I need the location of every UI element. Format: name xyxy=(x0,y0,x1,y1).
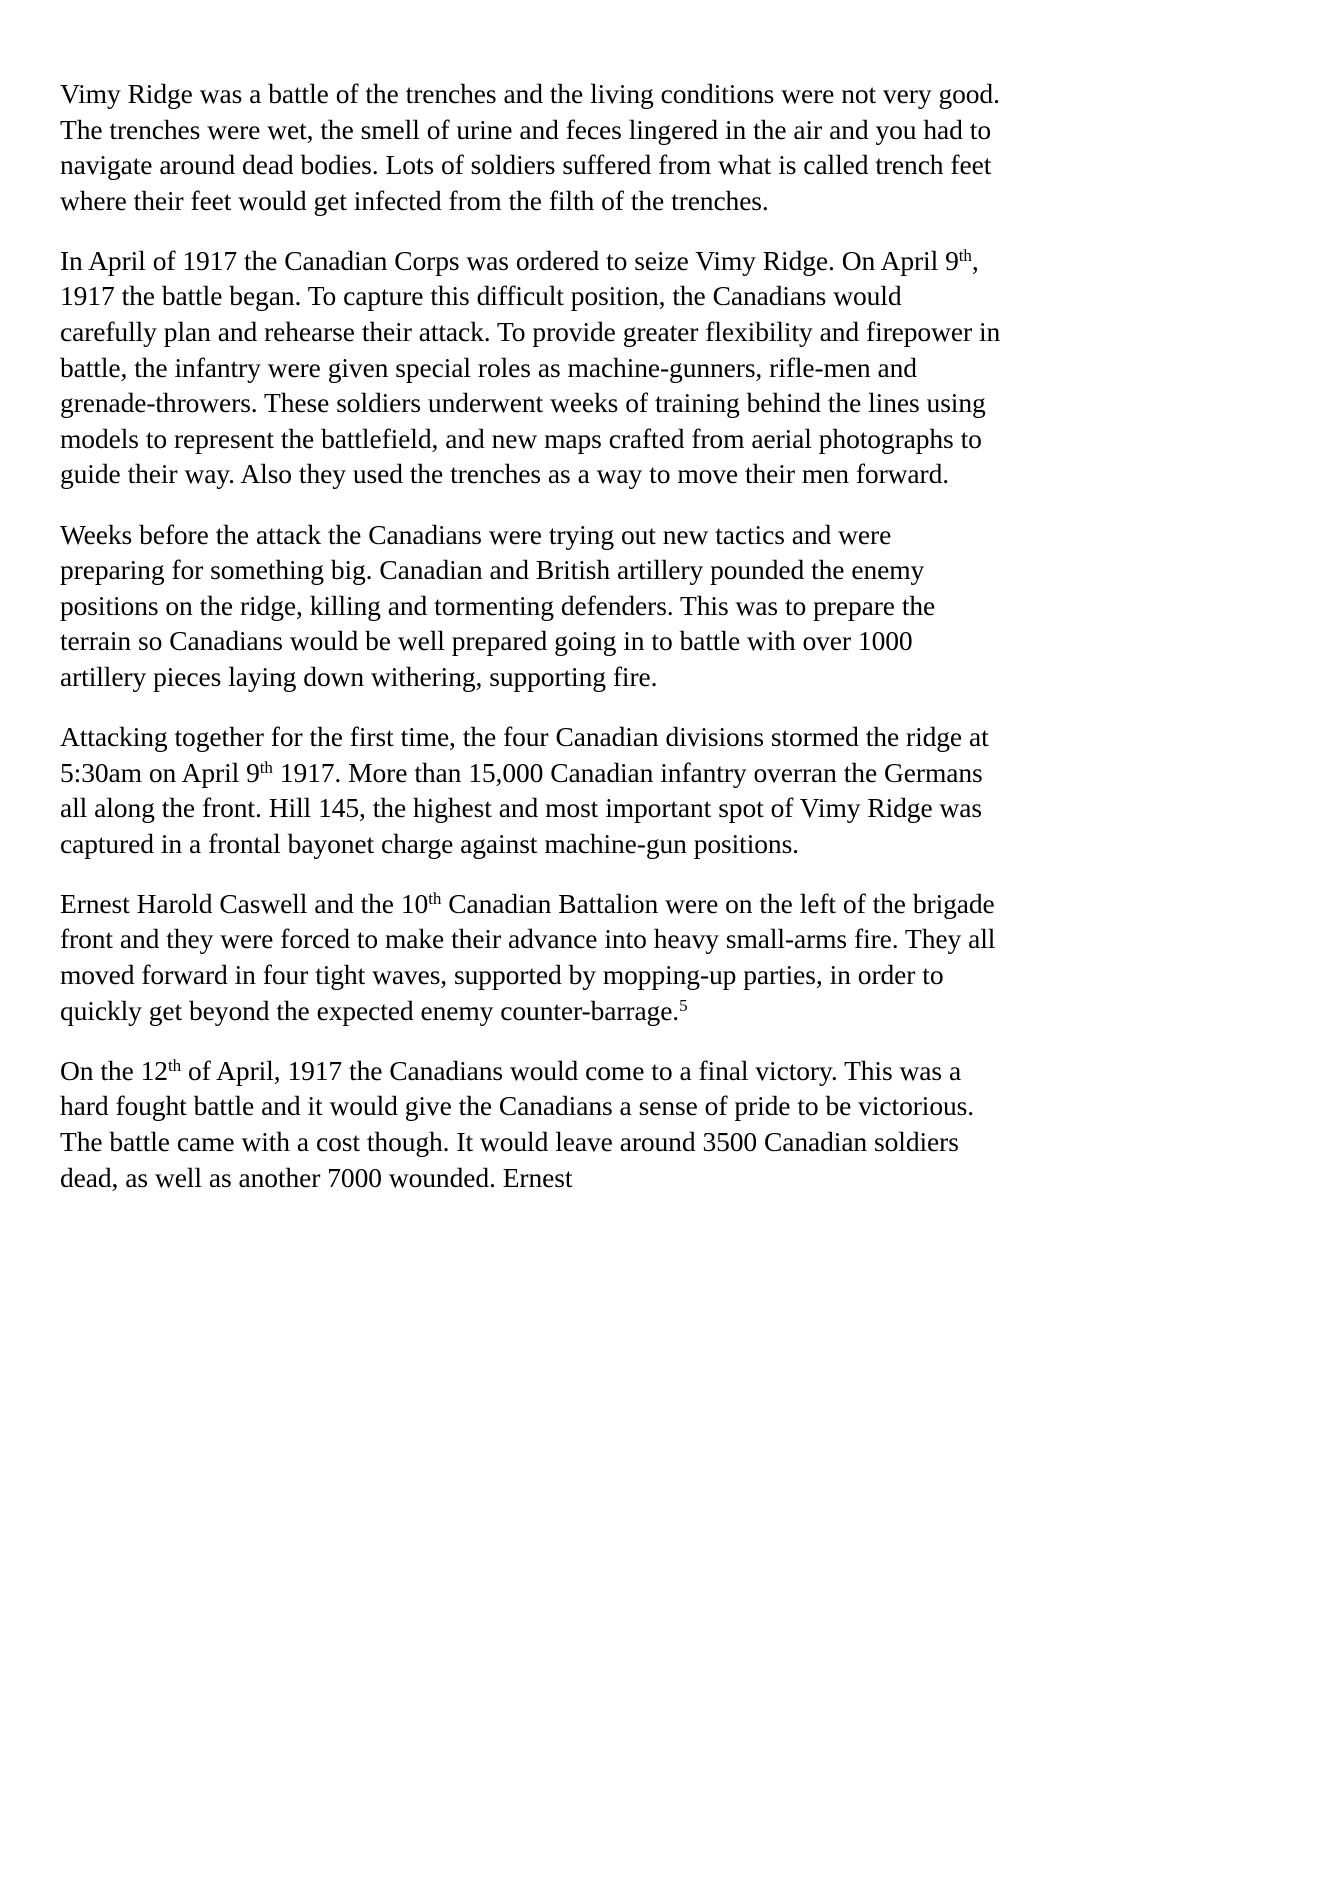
superscript-marker: 5 xyxy=(679,995,688,1015)
text-run: Canadian Battalion were on the left of the brigade front and they were forced to make their advance into heavy small-arms fire. They all moved forward in four tight waves, supported by mopping-up parties, in order to quickly get beyond the expected enemy counter-barrage. xyxy=(60,887,996,1026)
paragraph-weeks-before-attack: Weeks before the attack the Canadians were trying out new tactics and were preparing for something big. Canadian and British artillery pounded the enemy positions on the ridge, killing and tormenting defenders. This was to prepare the terrain so Canadians would be well prepared going in to battle with over 1000 artillery pieces laying down withering, supporting fire. xyxy=(60,518,936,692)
paragraph-final-victory xyxy=(60,1053,1002,1195)
superscript-marker: th xyxy=(958,246,972,266)
superscript-marker: th xyxy=(259,757,273,777)
paragraph-living-conditions: Vimy Ridge was a battle of the trenches and the living conditions were not very good. The trenches were wet, the smell of urine and feces lingered in the air and you had to navigate around dead bodies. Lots of soldiers suffered from what is called trench feet where their feet would get infected from the filth of the trenches. xyxy=(60,78,1000,216)
text-run: On the 12 xyxy=(60,1054,168,1086)
paragraph-ernest-harold-caswell xyxy=(60,886,1002,1028)
paragraph-attacking-together xyxy=(60,719,1002,861)
text-run: 1917. More than 15,000 Canadian infantry overran the Germans all along the front. Hill 145, the highest and most important spot of Vimy Ridge was captured in a frontal bayonet charge against machine-gun positions. xyxy=(60,756,983,859)
superscript-marker: th xyxy=(167,1055,182,1075)
text-run: Ernest Harold Caswell and the 10 xyxy=(60,887,429,919)
text-run: Attacking together for the first time, the four Canadian divisions stormed the ridge at 5:30am on April 9 xyxy=(60,721,989,788)
paragraph-april-1917-orders xyxy=(60,243,1002,492)
document-text-body xyxy=(60,76,1002,1195)
superscript-marker: th xyxy=(428,889,442,909)
text-run: In April of 1917 the Canadian Corps was ordered to seize Vimy Ridge. On April 9 xyxy=(60,244,959,276)
text-run: , 1917 the battle began. To capture this difficult position, the Canadians would carefully plan and rehearse their attack. To provide greater flexibility and firepower in battle, the infantry were given special roles as machine-gunners, rifle-men and grenade-throwers. These soldiers underwent weeks of training behind the lines using models to represent the battlefield, and new maps crafted from aerial photographs to guide their way. Also they used the trenches as a way to move their men forward. xyxy=(60,244,1001,490)
text-run: of April, 1917 the Canadians would come to a final victory. This was a hard fought battle and it would give the Canadians a sense of pride to be victorious. The battle came with a cost though. It would leave around 3500 Canadian soldiers dead, as well as another 7000 wounded. Ernest xyxy=(60,1054,974,1193)
